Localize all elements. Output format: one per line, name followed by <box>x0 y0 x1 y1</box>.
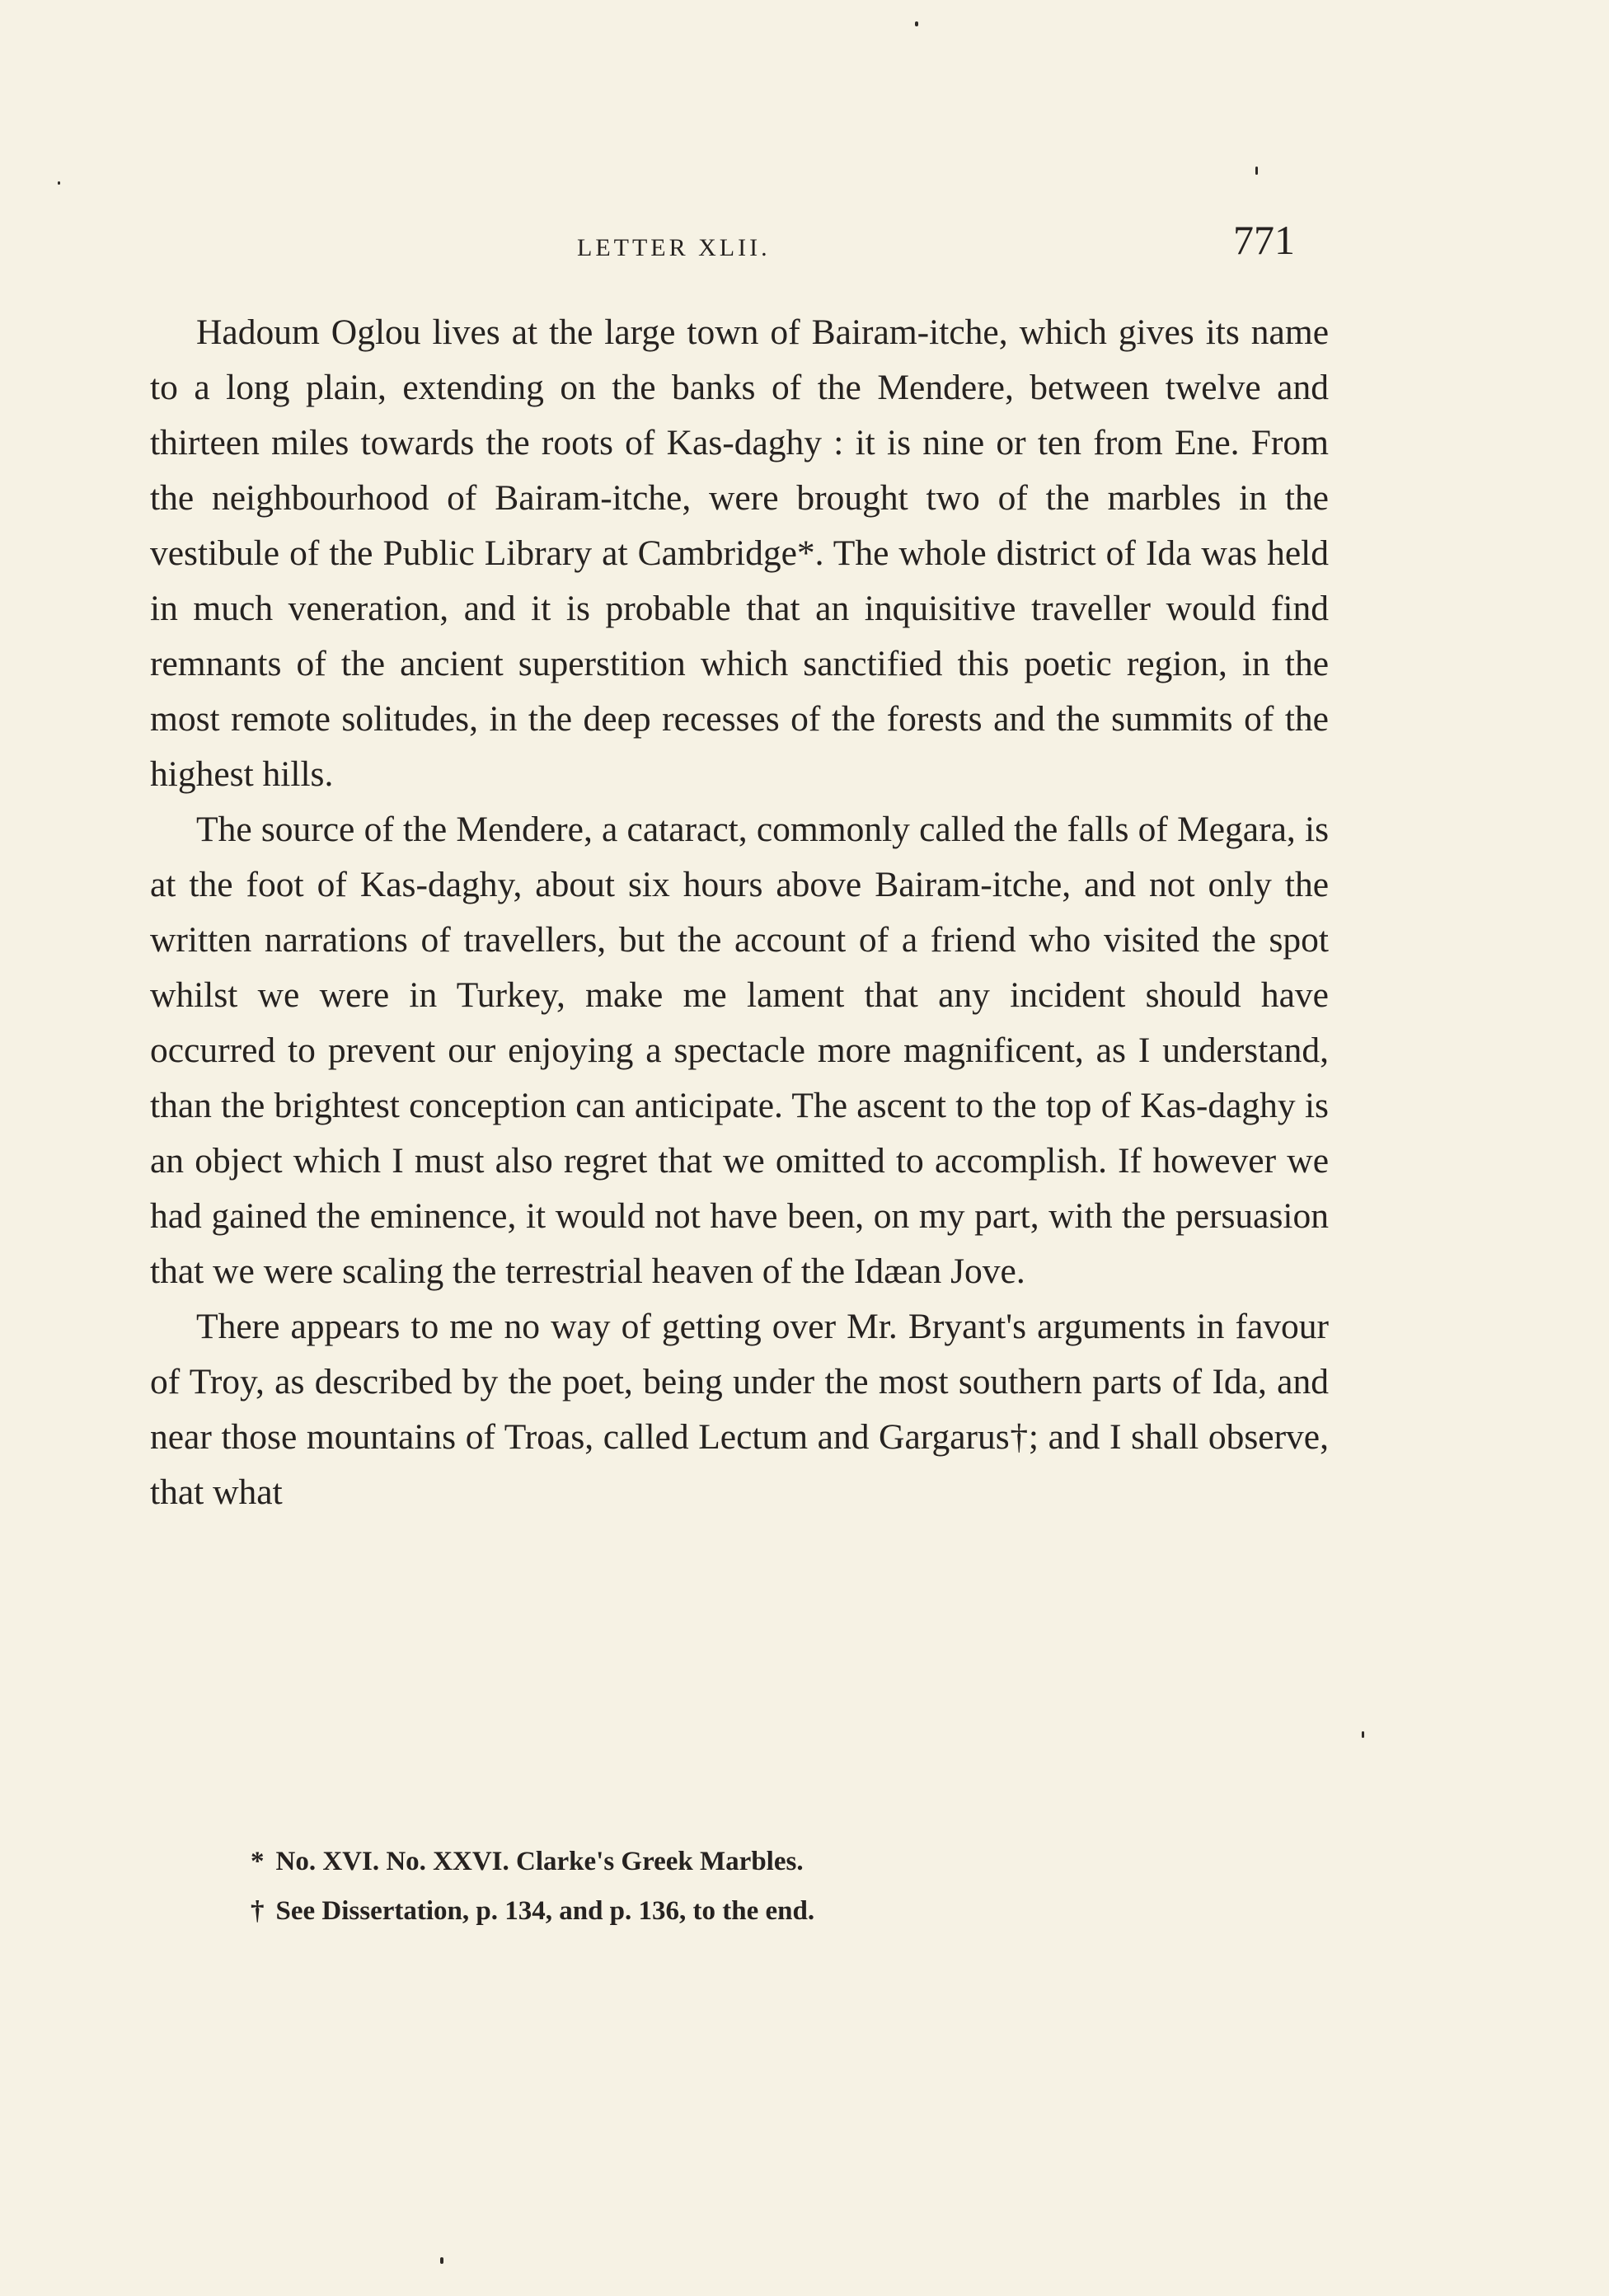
footnote-mark: * <box>251 1847 265 1876</box>
paragraph-1: Hadoum Oglou lives at the large town of Bairam-itche, which gives its name to a long plain, extending on the banks of the Mendere, between twelve and thirteen miles towards the roots of Kas-daghy : it is nine or ten from Ene. From the neighbourhood of Bairam-itche, were brought two of the marbles in the vestibule of the Public Library at Cambridge*. The whole district of Ida was held in much veneration, and it is probable that an inquisitive traveller would find remnants of the ancient superstition which sanctified this poetic region, in the most remote solitudes, in the deep recesses of the forests and the summits of the highest hills. <box>150 312 1329 794</box>
page-header <box>0 216 1609 282</box>
paragraph-2: The source of the Mendere, a cataract, commonly called the falls of Megara, is at the foot of Kas-daghy, about six hours above Bairam-itche, and not only the written narrations of travellers, but the account of a friend who visited the spot whilst we were in Turkey, make me lament that any incident should have occurred to prevent our enjoying a spectacle more magnificent, as I understand, than the brightest conception can anticipate. The ascent to the top of Kas-daghy is an object which I must also regret that we omitted to accomplish. If however we had gained the eminence, it would not have been, on my part, with the persuasion that we were scaling the terrestrial heaven of the Idæan Jove. <box>150 810 1329 1291</box>
footnotes <box>251 1837 1240 1936</box>
body-text <box>150 305 1329 1520</box>
footnote-2 <box>251 1886 1240 1936</box>
page-number: 771 <box>1233 217 1295 263</box>
ink-speck <box>1255 167 1258 175</box>
footnote-text: No. XVI. No. XXVI. Clarke's Greek Marbles. <box>275 1847 804 1876</box>
paragraph-3: There appears to me no way of getting over Mr. Bryant's arguments in favour of Troy, as described by the poet, being under the most southern parts of Ida, and near those mountains of Troas, called Lectum and Gargarus†; and I shall observe, that what <box>150 1307 1329 1512</box>
ink-speck <box>1362 1731 1364 1738</box>
footnote-1 <box>251 1837 1240 1886</box>
footnote-text: See Dissertation, p. 134, and p. 136, to the end. <box>275 1896 815 1926</box>
ink-speck <box>915 21 918 26</box>
ink-speck <box>58 181 60 185</box>
ink-speck <box>440 2257 443 2264</box>
running-title: LETTER XLII. <box>577 234 771 261</box>
footnote-mark: † <box>251 1896 265 1926</box>
